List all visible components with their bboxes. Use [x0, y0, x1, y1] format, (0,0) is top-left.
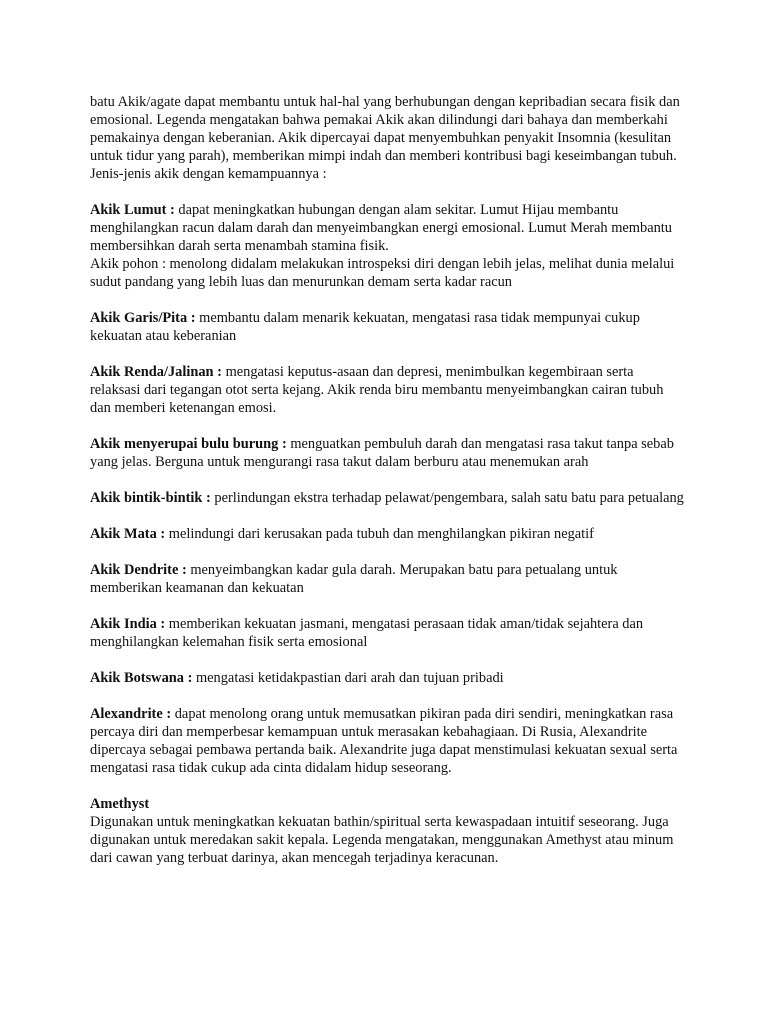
- entry-text: menguatkan pembuluh darah dan mengatasi rasa takut tanpa sebab yang jelas. Berguna untuk mengurangi rasa takut dalam berburu atau menemukan arah: [90, 436, 674, 470]
- entry-alexandrite: [90, 705, 686, 777]
- entry-term: Akik Renda/Jalinan :: [90, 364, 222, 380]
- entry-akik-renda-jalinan: [90, 363, 686, 417]
- entry-akik-botswana: [90, 669, 686, 687]
- entry-term: Akik menyerupai bulu burung :: [90, 436, 287, 452]
- amethyst-heading: Amethyst: [90, 796, 150, 812]
- entry-text: dapat meningkatkan hubungan dengan alam sekitar. Lumut Hijau membantu menghilangkan racun dalam darah dan menyeimbangkan energi emosional. Lumut Merah membantu membersihkan darah serta menambah stamina fisik.: [90, 202, 672, 254]
- entry-text: melindungi dari kerusakan pada tubuh dan menghilangkan pikiran negatif: [165, 526, 594, 542]
- intro-paragraph: batu Akik/agate dapat membantu untuk hal-hal yang berhubungan dengan kepribadian secara fisik dan emosional. Legenda mengatakan bahwa pemakai Akik akan dilindungi dari bahaya dan memberkahi pemakainya dengan keberanian. Akik dipercayai dapat menyembuhkan penyakit Insomnia (kesulitan untuk tidur yang parah), memberikan mimpi indah dan memberi kontribusi bagi keseimbangan tubuh. Jenis-jenis akik dengan kemampuannya :: [90, 94, 680, 182]
- document-page: [90, 93, 686, 867]
- entry-text: dapat menolong orang untuk memusatkan pikiran pada diri sendiri, meningkatkan rasa percaya diri dan memperbesar kemampuan untuk merasakan kebahagiaan. Di Rusia, Alexandrite dipercaya sebagai pembawa pertanda baik. Alexandrite juga dapat menstimulasi kekuatan sexual serta mengatasi rasa tidak cukup ada cinta didalam hidup seseorang.: [90, 706, 678, 776]
- entry-akik-india: [90, 615, 686, 651]
- entry-text: perlindungan ekstra terhadap pelawat/pengembara, salah satu batu para petualang: [210, 490, 684, 506]
- entry-term: Akik India :: [90, 616, 166, 632]
- entry-term: Akik Mata :: [90, 526, 166, 542]
- entry-term: Akik Dendrite :: [90, 562, 187, 578]
- entry-text: mengatasi ketidakpastian dari arah dan tujuan pribadi: [192, 670, 504, 686]
- entry-akik-dendrite: [90, 561, 686, 597]
- entry-term: Akik Lumut :: [90, 202, 175, 218]
- entry-text: mengatasi keputus-asaan dan depresi, menimbulkan kegembiraan serta relaksasi dari tegangan otot serta kejang. Akik renda biru membantu menyeimbangkan cairan tubuh dan memberi ketenangan emosi.: [90, 364, 664, 416]
- entry-text: menyeimbangkan kadar gula darah. Merupakan batu para petualang untuk memberikan keamanan dan kekuatan: [90, 562, 618, 596]
- entry-term: Akik Botswana :: [90, 670, 193, 686]
- entry-akik-lumut: [90, 201, 686, 291]
- entry-akik-bintik-bintik: [90, 489, 686, 507]
- entry-term: Alexandrite :: [90, 706, 172, 722]
- entry-text: membantu dalam menarik kekuatan, mengatasi rasa tidak mempunyai cukup kekuatan atau keberanian: [90, 310, 640, 344]
- entry-text: memberikan kekuatan jasmani, mengatasi perasaan tidak aman/tidak sejahtera dan menghilangkan kelemahan fisik serta emosional: [90, 616, 644, 650]
- section-amethyst: [90, 795, 686, 867]
- entry-term: Akik bintik-bintik :: [90, 490, 211, 506]
- amethyst-text: Digunakan untuk meningkatkan kekuatan bathin/spiritual serta kewaspadaan intuitif seseorang. Juga digunakan untuk meredakan sakit kepala. Legenda mengatakan, menggunakan Amethyst atau minum dari cawan yang terbuat darinya, akan mencegah terjadinya keracunan.: [90, 814, 674, 866]
- entry-term: Akik Garis/Pita :: [90, 310, 196, 326]
- entry-akik-bulu-burung: [90, 435, 686, 471]
- entry-akik-mata: [90, 525, 686, 543]
- entry-akik-garis-pita: [90, 309, 686, 345]
- entry-extra-akik-pohon: Akik pohon : menolong didalam melakukan introspeksi diri dengan lebih jelas, melihat dunia melalui sudut pandang yang lebih luas dan menurunkan demam serta kadar racun: [90, 256, 675, 290]
